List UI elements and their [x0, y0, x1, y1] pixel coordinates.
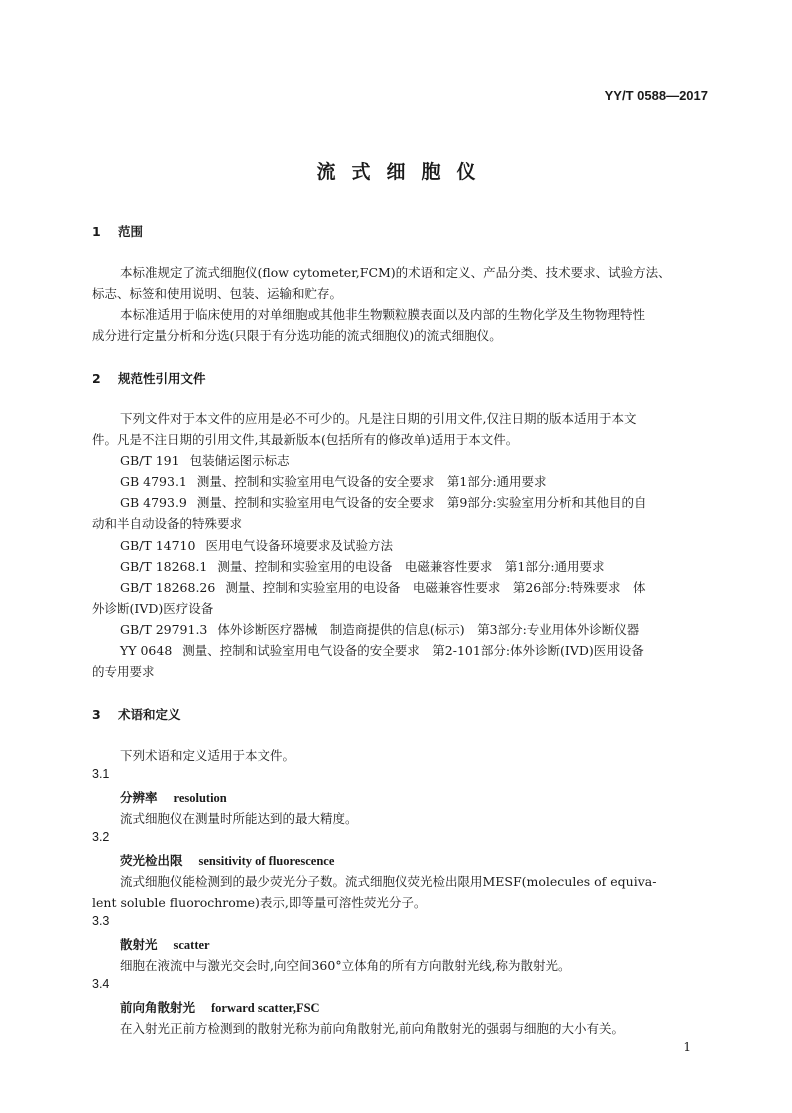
- paragraph-line: 下列术语和定义适用于本文件。: [120, 748, 296, 763]
- term-heading: [120, 851, 334, 869]
- term-heading: [120, 935, 210, 953]
- term-en: scatter: [173, 938, 210, 952]
- reference-continuation: 外诊断(IVD)医疗设备: [92, 601, 214, 616]
- reference-code: GB 4793.1: [120, 474, 187, 489]
- clause-number: 3.3: [92, 914, 110, 928]
- reference-code: GB/T 14710: [120, 538, 196, 553]
- section-number: 2: [92, 371, 101, 386]
- term-en: forward scatter,FSC: [211, 1001, 320, 1015]
- reference-title: 测量、控制和实验室用电气设备的安全要求 第1部分:通用要求: [196, 474, 547, 489]
- term-definition: 细胞在液流中与激光交会时,向空间360°立体角的所有方向散射光线,称为散射光。: [120, 958, 571, 973]
- term-definition: 流式细胞仪在测量时所能达到的最大精度。: [120, 811, 358, 826]
- term-definition: 流式细胞仪能检测到的最少荧光分子数。流式细胞仪荧光检出限用MESF(molecules of equiva-: [120, 874, 657, 889]
- section-heading-2: [92, 369, 206, 387]
- page-number: 1: [683, 1040, 691, 1054]
- reference-item: [120, 557, 605, 575]
- reference-item: [120, 536, 393, 554]
- reference-code: GB/T 29791.3: [120, 622, 208, 637]
- clause-number: 3.4: [92, 977, 110, 991]
- page-title: 流式细胞仪: [316, 161, 492, 183]
- reference-code: GB/T 18268.1: [120, 559, 208, 574]
- section-title: 范围: [118, 224, 144, 239]
- term-zh: 荧光检出限: [120, 853, 183, 868]
- term-definition: 在入射光正前方检测到的散射光称为前向角散射光,前向角散射光的强弱与细胞的大小有关。: [120, 1021, 624, 1036]
- paragraph-line: 本标准规定了流式细胞仪(flow cytometer,FCM)的术语和定义、产品分类、技术要求、试验方法、: [120, 265, 671, 280]
- reference-item: [120, 472, 547, 490]
- section-title: 规范性引用文件: [118, 371, 206, 386]
- section-heading-1: [92, 222, 143, 240]
- clause-number: 3.1: [92, 767, 110, 781]
- section-number: 3: [92, 707, 101, 722]
- reference-code: YY 0648: [120, 643, 173, 658]
- reference-title: 测量、控制和实验室用电气设备的安全要求 第9部分:实验室用分析和其他目的自: [196, 495, 647, 510]
- section-title: 术语和定义: [118, 707, 181, 722]
- reference-item: [120, 451, 290, 469]
- reference-code: GB/T 18268.26: [120, 580, 216, 595]
- reference-title: 医用电气设备环境要求及试验方法: [205, 538, 393, 553]
- reference-item: [120, 641, 644, 659]
- reference-title: 包装储运图示标志: [189, 453, 290, 468]
- reference-item: [120, 620, 639, 638]
- term-definition-continuation: lent soluble fluorochrome)表示,即等量可溶性荧光分子。: [92, 895, 427, 910]
- reference-item: [120, 493, 647, 511]
- paragraph-line: 本标准适用于临床使用的对单细胞或其他非生物颗粒膜表面以及内部的生物化学及生物物理特性: [120, 307, 646, 322]
- term-heading: [120, 998, 320, 1016]
- standard-number: YY/T 0588—2017: [604, 88, 708, 103]
- reference-title: 测量、控制和实验室用的电设备 电磁兼容性要求 第1部分:通用要求: [217, 559, 605, 574]
- paragraph-line: 标志、标签和使用说明、包装、运输和贮存。: [92, 286, 343, 301]
- reference-title: 测量、控制和试验室用电气设备的安全要求 第2-101部分:体外诊断(IVD)医用设备: [182, 643, 644, 658]
- reference-continuation: 的专用要求: [92, 664, 155, 679]
- term-zh: 散射光: [120, 937, 158, 952]
- paragraph-line: 成分进行定量分析和分选(只限于有分选功能的流式细胞仪)的流式细胞仪。: [92, 328, 502, 343]
- reference-title: 体外诊断医疗器械 制造商提供的信息(标示) 第3部分:专业用体外诊断仪器: [217, 622, 640, 637]
- reference-code: GB/T 191: [120, 453, 180, 468]
- reference-item: [120, 578, 645, 596]
- term-zh: 分辨率: [120, 790, 158, 805]
- reference-code: GB 4793.9: [120, 495, 187, 510]
- term-heading: [120, 788, 227, 806]
- term-en: resolution: [173, 791, 227, 805]
- term-en: sensitivity of fluorescence: [198, 854, 335, 868]
- reference-continuation: 动和半自动设备的特殊要求: [92, 516, 243, 531]
- section-heading-3: [92, 705, 181, 723]
- paragraph-line: 件。凡是不注日期的引用文件,其最新版本(包括所有的修改单)适用于本文件。: [92, 432, 519, 447]
- term-zh: 前向角散射光: [120, 1000, 196, 1015]
- reference-title: 测量、控制和实验室用的电设备 电磁兼容性要求 第26部分:特殊要求 体: [225, 580, 646, 595]
- section-number: 1: [92, 224, 101, 239]
- paragraph-line: 下列文件对于本文件的应用是必不可少的。凡是注日期的引用文件,仅注日期的版本适用于本文: [120, 411, 637, 426]
- clause-number: 3.2: [92, 830, 110, 844]
